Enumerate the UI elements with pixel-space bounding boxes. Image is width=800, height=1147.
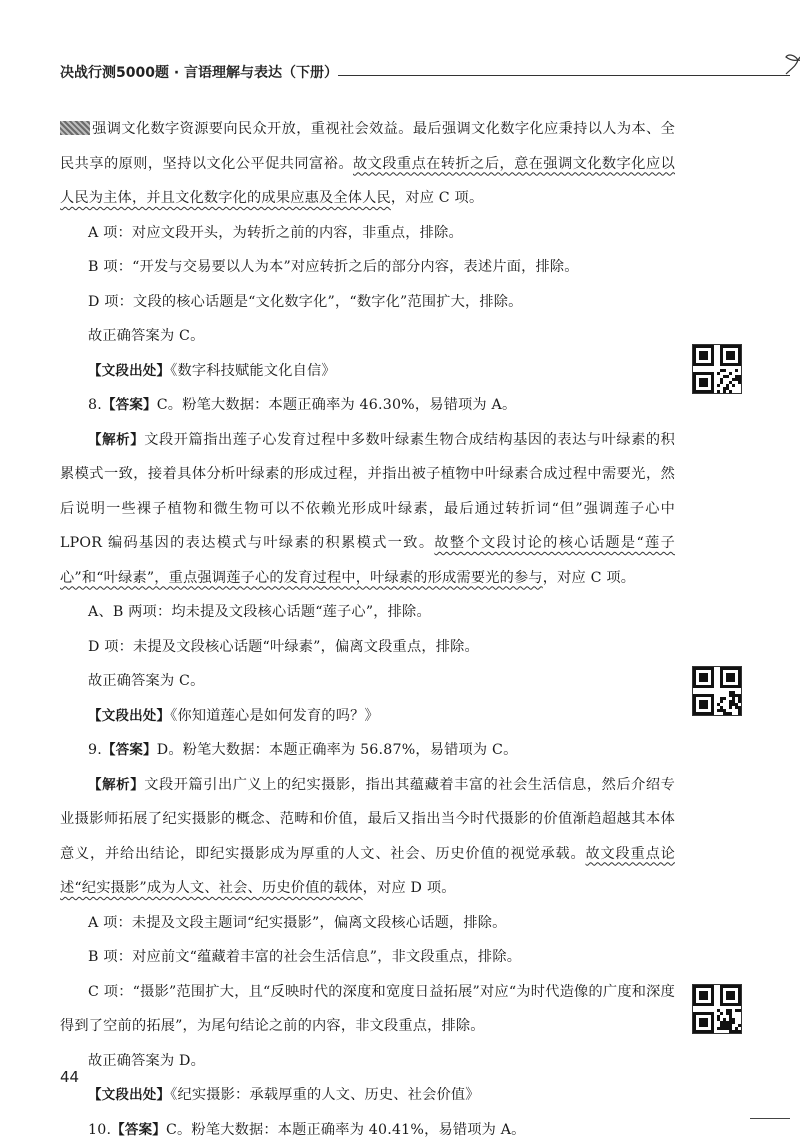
- paragraph: A 项：对应文段开头，为转折之前的内容，非重点，排除。: [60, 216, 675, 251]
- question-number: 10.: [88, 1122, 111, 1138]
- paragraph-text: ，对应 C 项。: [543, 570, 635, 586]
- qr-code-icon[interactable]: [692, 344, 742, 394]
- source-title: 《你知道莲心是如何发育的吗？》: [170, 708, 379, 724]
- paragraph: C 项：“摄影”范围扩大，且“反映时代的深度和宽度日益拓展”对应“为时代造像的广度和深度得到了空前的拓展”，为尾句结论之前的内容，非文段重点，排除。: [60, 975, 675, 1044]
- analysis-tag: 【解析】: [88, 432, 144, 448]
- source-title: 《数字科技赋能文化自信》: [170, 363, 336, 379]
- question-number: 8.: [88, 397, 102, 413]
- footer-rule: [750, 1118, 790, 1119]
- qr-code-icon[interactable]: [692, 666, 742, 716]
- paragraph: A、B 两项：均未提及文段核心话题“莲子心”，排除。: [60, 595, 675, 630]
- paragraph: 故正确答案为 C。: [60, 319, 675, 354]
- analysis-tag: 【解析】: [88, 777, 144, 793]
- key-point-text: 故文段重点在转折之后，意在强调文化数字化应以人民为主体，并且文化数字化的成果应惠及全体人民: [60, 156, 675, 207]
- paragraph-text: 文段开篇引出广义上的纪实摄影，指出其蕴藏着丰富的社会生活信息，然后介绍专业摄影师拓展了纪实摄影的概念、范畴和价值，最后又指出当今时代摄影的价值渐趋超越其本体意义，并给出结论，即纪实摄影成为厚重的人文、社会、历史价值的视觉承载。: [60, 777, 675, 862]
- paragraph: 故正确答案为 D。: [60, 1044, 675, 1079]
- ink-smudge: [60, 121, 90, 135]
- paragraph-text: 文段开篇指出莲子心发育过程中多数叶绿素生物合成结构基因的表达与叶绿素的积累模式一致，接着具体分析叶绿素的形成过程，并指出被子植物中叶绿素合成过程中需要光，然后说明一些裸子植物和微生物可以不依赖光形成叶绿素，最后通过转折词“但”强调莲子心中 LPOR 编码基因的表达模式与叶绿素的积累模式一致。: [60, 432, 675, 552]
- key-point-text: 故整个文段讨论的核心话题是“莲子心”和“叶绿素”，重点强调莲子心的发育过程中，叶绿素的形成需要光的参与: [60, 535, 675, 586]
- source-line: [60, 1078, 675, 1113]
- analysis-paragraph: [60, 423, 675, 596]
- qr-code-icon[interactable]: [692, 984, 742, 1034]
- page-number: 44: [60, 1068, 79, 1086]
- answer-text: C。粉笔大数据：本题正确率为 40.41%，易错项为 A。: [166, 1122, 526, 1138]
- paragraph-text: ，对应 D 项。: [363, 880, 456, 896]
- paragraph: D 项：文段的核心话题是“文化数字化”，“数字化”范围扩大，排除。: [60, 285, 675, 320]
- source-title: 《纪实摄影：承载厚重的人文、历史、社会价值》: [170, 1087, 479, 1103]
- answer-text: C。粉笔大数据：本题正确率为 46.30%，易错项为 A。: [157, 397, 517, 413]
- paragraph: [60, 112, 675, 216]
- answer-line: [60, 733, 675, 768]
- leaf-icon: [782, 50, 800, 76]
- paragraph: B 项：对应前文“蕴藏着丰富的社会生活信息”，非文段重点，排除。: [60, 940, 675, 975]
- analysis-paragraph: [60, 768, 675, 906]
- paragraph: B 项：“开发与交易要以人为本”对应转折之后的部分内容，表述片面，排除。: [60, 250, 675, 285]
- answer-explanations: [60, 112, 675, 1147]
- source-tag: 【文段出处】: [88, 708, 170, 724]
- paragraph-text: ，对应 C 项。: [391, 190, 483, 206]
- answer-tag: 【答案】: [102, 742, 157, 758]
- paragraph: D 项：未提及文段核心话题“叶绿素”，偏离文段重点，排除。: [60, 630, 675, 665]
- header-title: 决战行测5000题 · 言语理解与表达（下册）: [60, 62, 338, 82]
- answer-line: [60, 388, 675, 423]
- source-line: [60, 354, 675, 389]
- source-tag: 【文段出处】: [88, 363, 170, 379]
- source-line: [60, 699, 675, 734]
- question-number: 9.: [88, 742, 102, 758]
- page-header: [60, 62, 760, 88]
- paragraph: A 项：未提及文段主题词“纪实摄影”，偏离文段核心话题，排除。: [60, 906, 675, 941]
- paragraph-text: 强调文化数字资源要向民众开放，重视社会效益。最后强调文化数字化应秉持以人为本、全民共享的原则，坚持以文化公平促共同富裕。: [60, 121, 675, 172]
- answer-tag: 【答案】: [111, 1122, 166, 1138]
- key-point-text: 故文段重点论述“纪实摄影”成为人文、社会、历史价值的载体: [60, 846, 675, 897]
- answer-text: D。粉笔大数据：本题正确率为 56.87%，易错项为 C。: [157, 742, 518, 758]
- source-tag: 【文段出处】: [88, 1087, 170, 1103]
- header-rule: [338, 75, 790, 76]
- answer-tag: 【答案】: [102, 397, 157, 413]
- paragraph: 故正确答案为 C。: [60, 664, 675, 699]
